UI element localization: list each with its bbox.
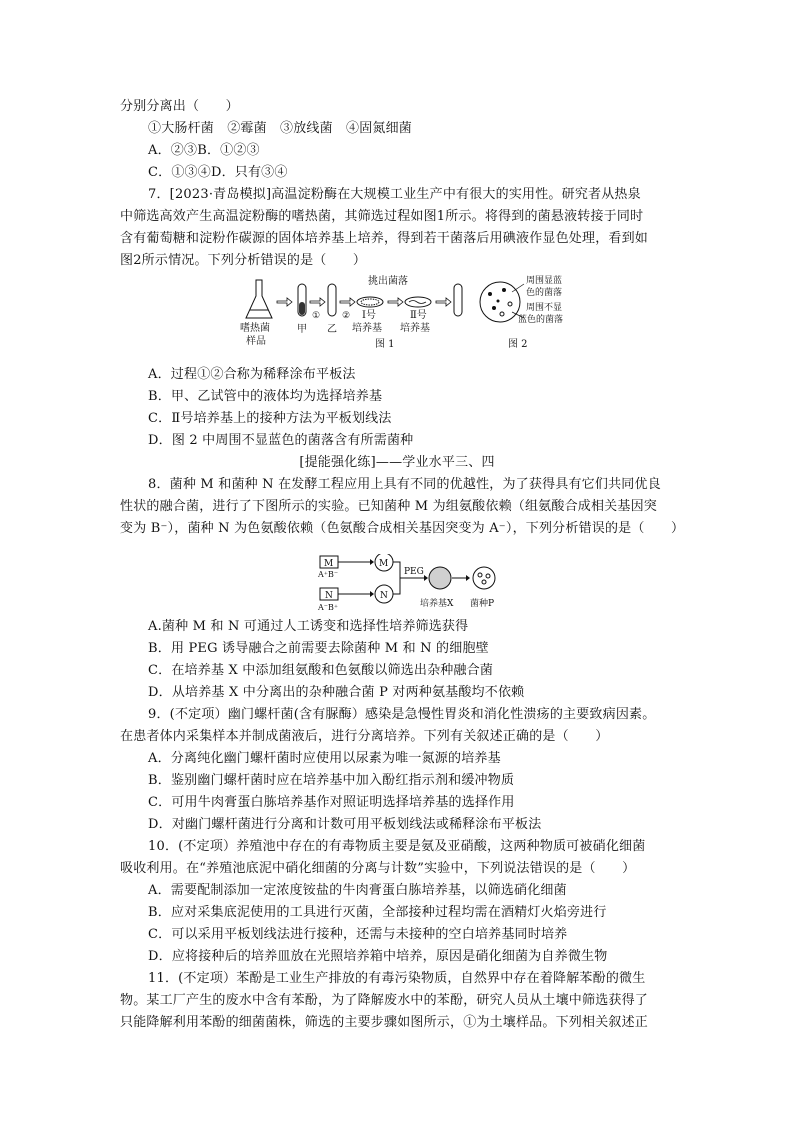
q7-option-c: C．Ⅱ号培养基上的接种方法为平板划线法	[148, 411, 392, 426]
q9-option-d: D．对幽门螺杆菌进行分离和计数可用平板划线法或稀释涂布平板法	[148, 817, 542, 832]
plate-2-icon	[405, 297, 431, 307]
q7-stem-line: 中筛选高效产生高温淀粉酶的嗜热菌，其筛选过程如图1所示。将得到的菌悬液转接于同时	[120, 209, 644, 224]
q8-option-b: B．用 PEG 诱导融合之前需要去除菌种 M 和 N 的细胞壁	[148, 641, 489, 656]
plate-x-icon	[473, 567, 495, 589]
q10-stem-line: 吸收利用。在“养殖池底泥中硝化细菌的分离与计数”实验中，下列说法错误的是（ ）	[120, 861, 636, 876]
fig2-label-a1: 周围显蓝	[526, 276, 563, 286]
medium-x-label: 培养基X	[420, 599, 454, 609]
m-genotype: A⁺B⁻	[318, 570, 339, 579]
arrow-icon	[277, 298, 292, 306]
q7-stem-line: 含有葡萄糖和淀粉作碳源的固体培养基上培养，得到若干菌落后用碘液作显色处理，看到如	[120, 231, 649, 246]
plate-1-label: Ⅰ号	[362, 310, 376, 321]
arrow-icon	[340, 298, 355, 306]
tube-yi-label: 乙	[327, 324, 337, 335]
n-genotype: A⁻B⁺	[318, 603, 339, 612]
tube-yi-icon	[328, 284, 336, 316]
pick-colony-label: 挑出菌落	[368, 276, 408, 287]
flask-icon	[246, 280, 272, 318]
arrow-icon	[436, 298, 451, 306]
q7-option-a: A．过程①②合称为稀释涂布平板法	[148, 367, 356, 382]
q10-stem-line: 10．(不定项）养殖池中存在的有毒物质主要是氨及亚硝酸，这两种物质可被硝化细菌	[148, 839, 646, 854]
q9-stem-line: 在患者体内采集样本并制成菌液后，进行分离培养。下列有关叙述正确的是（ ）	[120, 729, 609, 744]
q7-stem-line: 7．[2023·青岛模拟]高温淀粉酶在大规模工业生产中有很大的实用性。研究者从热泉	[148, 187, 641, 202]
figure-1-caption: 图 1	[375, 339, 395, 350]
fig2-label-b2: 蓝色的菌落	[518, 315, 564, 325]
figure-2-caption: 图 2	[508, 339, 528, 350]
q6-option-ab: A．②③B．①②③	[148, 143, 260, 158]
q6-stem-tail: 分别分离出（ ）	[120, 99, 239, 114]
q11-stem-line: 物。某工厂产生的废水中含有苯酚，为了降解废水中的苯酚，研究人员从土壤中筛选获得了	[120, 993, 649, 1008]
q10-option-a: A．需要配制添加一定浓度铵盐的牛肉膏蛋白胨培养基，以筛选硝化细菌	[148, 883, 567, 898]
q9-option-b: B．鉴别幽门螺杆菌时应在培养基中加入酚红指示剂和缓冲物质	[148, 773, 515, 788]
q8-option-d: D．从培养基 X 中分离出的杂种融合菌 P 对两种氨基酸均不依赖	[148, 685, 525, 700]
q9-stem-line: 9．(不定项）幽门螺杆菌(含有脲酶）感染是急慢性胃炎和消化性溃疡的主要致病因素。	[148, 707, 656, 722]
q9-option-c: C．可用牛肉膏蛋白胨培养基作对照证明选择培养基的选择作用	[148, 795, 515, 810]
q6-choices: ①大肠杆菌 ②霉菌 ③放线菌 ④固氮细菌	[148, 121, 413, 136]
q7-option-b: B．甲、乙试管中的液体均为选择培养基	[148, 389, 383, 404]
q7-stem-line: 图2所示情况。下列分析错误的是（ ）	[120, 253, 367, 268]
sample-label-1: 嗜热菌	[240, 323, 270, 334]
plate-1-medium: 培养基	[352, 323, 382, 334]
tube-jia-label: 甲	[297, 324, 307, 335]
q8-option-a: A.菌种 M 和 N 可通过人工诱变和选择性培养筛选获得	[148, 619, 469, 634]
q10-option-b: B．应对采集底泥使用的工具进行灭菌，全部接种过程均需在酒精灯火焰旁进行	[148, 905, 607, 920]
arrow-icon	[388, 298, 403, 306]
step-2-label: ②	[342, 311, 351, 321]
q8-figure	[316, 554, 506, 612]
q6-option-cd: C．①③④D．只有③④	[148, 165, 288, 180]
strain-p-label: 菌种P	[470, 599, 495, 609]
q8-stem-line: 变为 B⁻），菌种 N 为色氨酸依赖（色氨酸合成相关基因突变为 A⁻），下列分析错误的是（ ）	[120, 521, 685, 536]
q10-option-d: D．应将接种后的培养皿放在光照培养箱中培养，原因是硝化细菌为自养微生物	[148, 949, 608, 964]
q8-option-c: C．在培养基 X 中添加组氨酸和色氨酸以筛选出杂种融合菌	[148, 663, 494, 678]
n-box-label: N	[325, 591, 333, 601]
q7-option-d: D．图 2 中周围不显蓝色的菌落含有所需菌种	[148, 433, 414, 448]
q7-figure	[240, 274, 580, 358]
q11-stem-line: 11．(不定项）苯酚是工业生产排放的有毒污染物质，自然界中存在着降解苯酚的微生	[148, 971, 646, 986]
plate-2-medium: 培养基	[400, 323, 430, 334]
n-cell-label: N	[380, 591, 388, 601]
q8-stem-line: 性状的融合菌，进行了下图所示的实验。已知菌种 M 为组氨酸依赖（组氨酸合成相关基因突	[120, 499, 657, 514]
plate-2-label: Ⅱ号	[410, 310, 427, 321]
m-cell-label: M	[379, 559, 389, 569]
q11-stem-line: 只能降解利用苯酚的细菌菌株，筛选的主要步骤如图所示，①为土壤样品。下列相关叙述正	[120, 1015, 649, 1030]
fig2-label-b1: 周围不显	[526, 303, 563, 313]
tube-final-icon	[454, 284, 462, 316]
q8-stem-line: 8．菌种 M 和菌种 N 在发酵工程应用上具有不同的优越性，为了获得具有它们共同优良	[148, 477, 661, 492]
peg-label: PEG	[404, 567, 424, 577]
arrow-icon	[310, 298, 325, 306]
step-1-label: ①	[312, 311, 321, 321]
fused-cell-icon	[429, 567, 451, 589]
section-heading: [提能强化练]——学业水平三、四	[299, 455, 495, 470]
q10-option-c: C．可以采用平板划线法进行接种，还需与未接种的空白培养基同时培养	[148, 927, 568, 942]
m-box-label: M	[324, 559, 334, 569]
fig2-label-a2: 色的菌落	[526, 288, 563, 298]
sample-label-2: 样品	[246, 336, 266, 347]
q9-option-a: A．分离纯化幽门螺杆菌时应使用以尿素为唯一氮源的培养基	[148, 751, 501, 766]
